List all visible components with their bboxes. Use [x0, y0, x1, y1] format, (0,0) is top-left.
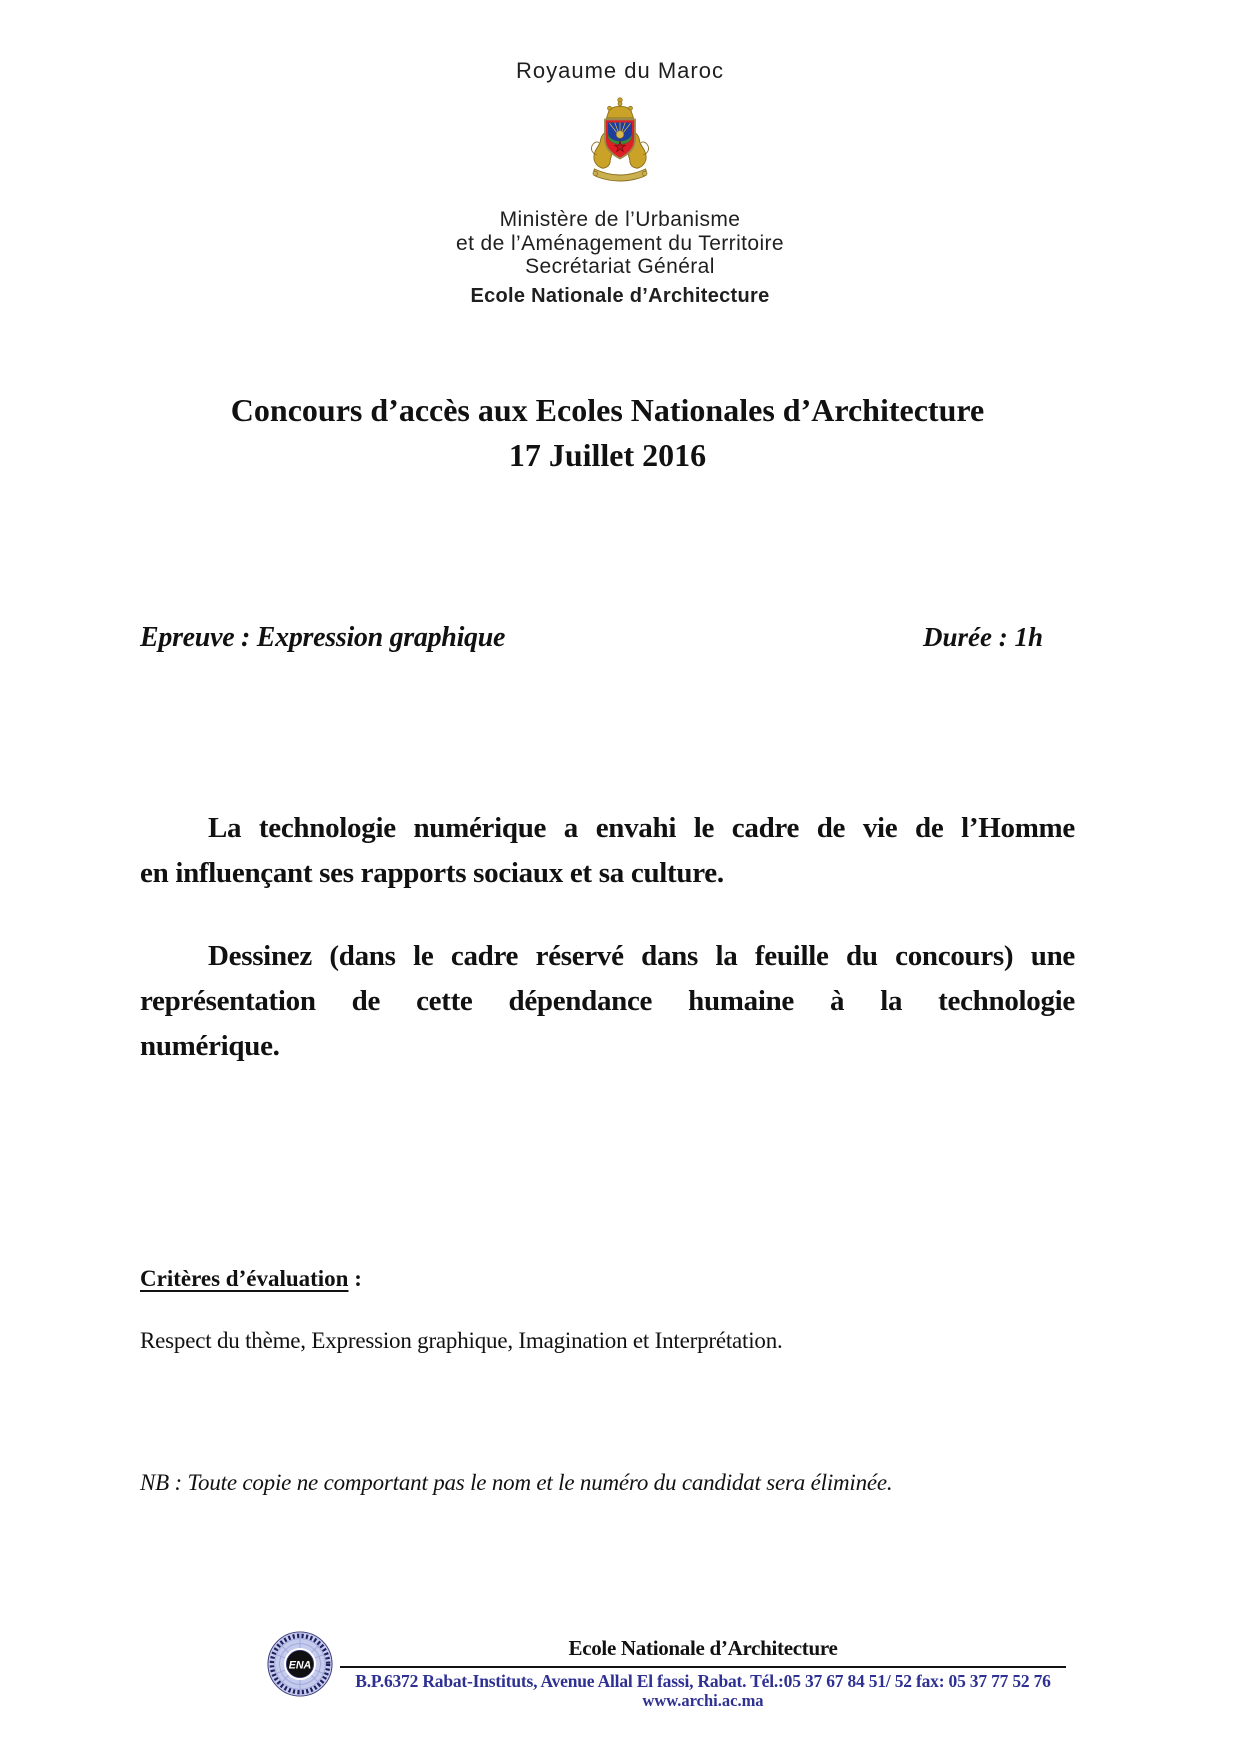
paragraph-line: La technologie numérique a envahi le cadre de vie de l’Homme	[208, 812, 1075, 844]
body-paragraph-1	[140, 806, 1075, 896]
body-paragraph-2	[140, 934, 1075, 1069]
exam-duration: Durée : 1h	[923, 622, 1043, 652]
exam-subject: Epreuve : Expression graphique	[140, 622, 506, 653]
document-title	[140, 388, 1075, 478]
ena-monogram: ENA	[288, 1659, 312, 1672]
footer-address: B.P.6372 Rabat-Instituts, Avenue Allal El fassi, Rabat. Tél.:05 37 67 84 51/ 52 fax: 05 37 77 52 76	[355, 1671, 1051, 1691]
paragraph-line: Dessinez (dans le cadre réservé dans la feuille du concours) une	[208, 940, 1075, 972]
paragraph-line: numérique.	[140, 1030, 280, 1062]
header-school-name: Ecole Nationale d’Architecture	[470, 284, 770, 307]
ministry-line-2: et de l’Aménagement du Territoire	[456, 231, 784, 255]
footer-divider	[340, 1666, 1066, 1668]
criteria-heading-colon: :	[348, 1266, 362, 1291]
nb-note: NB : Toute copie ne comportant pas le nom et le numéro du candidat sera éliminée.	[140, 1470, 893, 1495]
title-line-1: Concours d’accès aux Ecoles Nationales d’Architecture	[230, 392, 985, 428]
ministry-line-1: Ministère de l’Urbanisme	[499, 208, 741, 231]
ministry-line-3: Secrétariat Général	[525, 255, 715, 278]
footer-website: www.archi.ac.ma	[642, 1691, 764, 1710]
morocco-coat-of-arms-icon	[575, 94, 665, 196]
document-header	[0, 58, 1240, 308]
paragraph-line: représentation de cette dépendance humaine à la technologie	[140, 985, 1075, 1017]
criteria-text: Respect du thème, Expression graphique, Imagination et Interprétation.	[140, 1328, 783, 1353]
criteria-heading	[140, 1266, 362, 1292]
criteria-heading-label: Critères d’évaluation	[140, 1266, 349, 1291]
kingdom-title: Royaume du Maroc	[516, 58, 724, 83]
exam-info-row	[140, 622, 1075, 654]
title-line-2: 17 Juillet 2016	[508, 437, 707, 473]
paragraph-line: en influençant ses rapports sociaux et sa culture.	[140, 857, 724, 889]
footer-school-name: Ecole Nationale d’Architecture	[568, 1636, 838, 1660]
